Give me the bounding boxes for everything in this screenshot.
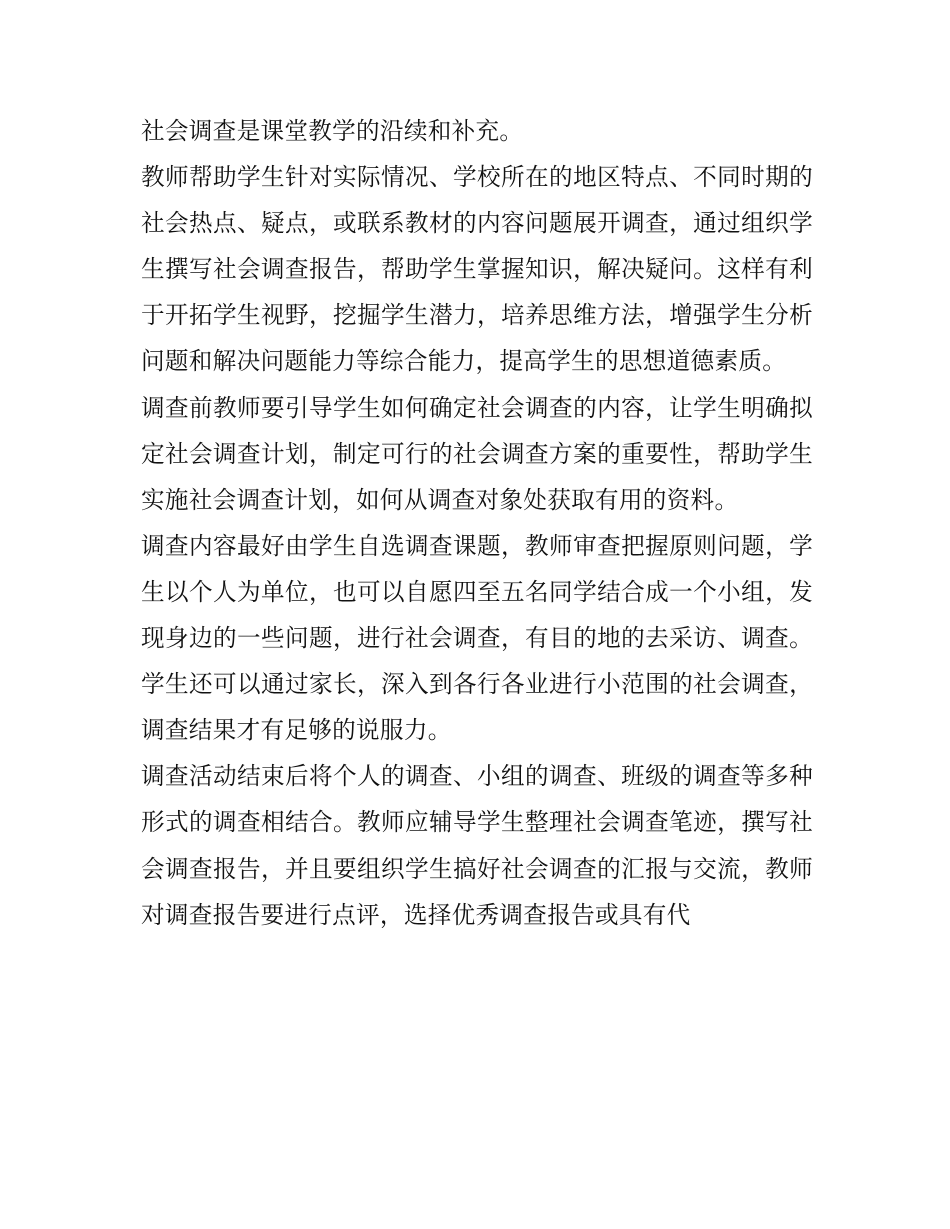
paragraph-1: 社会调查是课堂教学的沿续和补充。 — [141, 117, 524, 145]
paragraph-3: 调查前教师要引导学生如何确定社会调查的内容，让学生明确拟定社会调查计划，制定可行的社会调查方案的重要性，帮助学生实施社会调查计划，如何从调查对象处获取有用的资料。 — [141, 393, 813, 514]
paragraph-2: 教师帮助学生针对实际情况、学校所在的地区特点、不同时期的社会热点、疑点，或联系教材的内容问题展开调查，通过组织学生撰写社会调查报告，帮助学生掌握知识，解决疑问。这样有利于开拓学生视野，挖掘学生潜力，培养思维方法，增强学生分析问题和解决问题能力等综合能力，提高学生的思想道德素质。 — [141, 163, 813, 376]
paragraph-5: 调查活动结束后将个人的调查、小组的调查、班级的调查等多种形式的调查相结合。教师应辅导学生整理社会调查笔迹，撰写社会调查报告，并且要组织学生搞好社会调查的汇报与交流，教师对调查报告要进行点评，选择优秀调查报告或具有代 — [141, 762, 813, 929]
document-body — [141, 108, 813, 938]
paragraph-4: 调查内容最好由学生自选调查课题，教师审查把握原则问题，学生以个人为单位，也可以自愿四至五名同学结合成一个小组，发现身边的一些问题，进行社会调查，有目的地的去采访、调查。学生还可以通过家长，深入到各行各业进行小范围的社会调查，调查结果才有足够的说服力。 — [141, 531, 813, 745]
